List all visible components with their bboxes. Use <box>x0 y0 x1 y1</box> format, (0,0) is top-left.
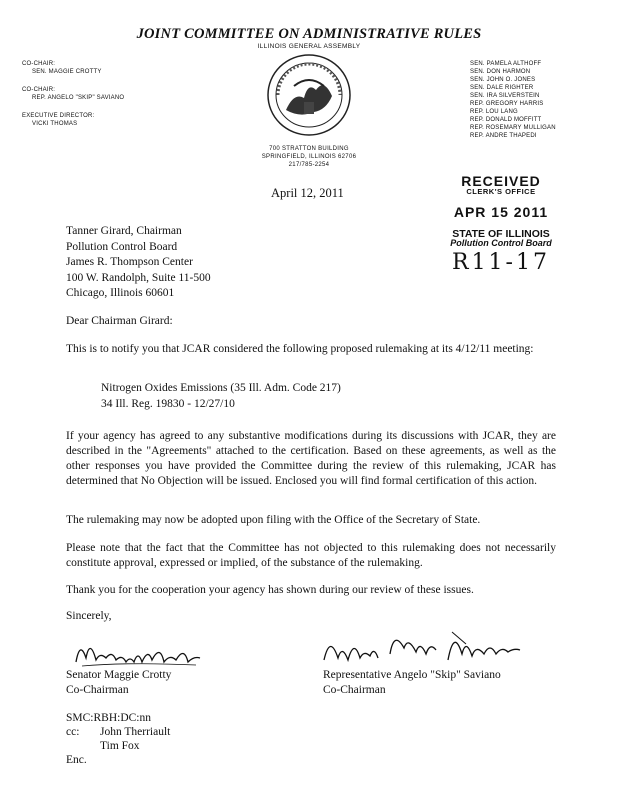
committee-address <box>0 145 618 169</box>
signature-crotty <box>68 632 208 672</box>
member-name: REP. ROSEMARY MULLIGAN <box>470 125 556 131</box>
address-line-2: SPRINGFIELD, ILLINOIS 62706 <box>261 154 357 160</box>
stamp-board: Pollution Control Board <box>450 238 552 248</box>
stamp-state: STATE OF ILLINOIS <box>452 228 550 240</box>
signer-1-block <box>66 668 171 698</box>
member-name: REP. LOU LANG <box>470 109 518 115</box>
address-line-3: 217/785-2254 <box>288 162 330 168</box>
stamp-date: APR 15 2011 <box>453 204 549 220</box>
signer-1-name: Senator Maggie Crotty <box>66 669 172 681</box>
signer-1-title: Co-Chairman <box>66 684 129 696</box>
cochair-name-1: SEN. MAGGIE CROTTY <box>32 69 102 75</box>
letter-date: April 12, 2011 <box>271 186 344 200</box>
recipient-line: Chicago, Illinois 60601 <box>66 287 175 299</box>
signature-saviano <box>316 624 526 672</box>
committee-title: JOINT COMMITTEE ON ADMINISTRATIVE RULES <box>136 26 482 42</box>
recipient-line: James R. Thompson Center <box>66 256 193 268</box>
body-paragraph-4: Please note that the fact that the Committee has not objected to this rulemaking does not necessarily constitute approval, expressed or implied, of the substance of the rulemaking. <box>66 542 556 569</box>
body-paragraph-5: Thank you for the cooperation your agency has shown during our review of these issues. <box>66 584 474 596</box>
member-name: REP. GREGORY HARRIS <box>470 101 544 107</box>
director-name: VICKI THOMAS <box>32 121 78 127</box>
body-paragraph-2: If your agency has agreed to any substantive modifications during its discussions with JCAR, they are described in the "Agreements" attached to the certification. Based on these agreements, as well as the other responses you have provided the Committee during the review of this rulemaking, JCAR has determined that No Objection will be issued. Enclosed you will find formal certification of this action. <box>66 430 556 487</box>
member-name: SEN. IRA SILVERSTEIN <box>470 93 540 99</box>
director-label: EXECUTIVE DIRECTOR: <box>22 113 95 119</box>
member-name: SEN. DON HARMON <box>470 69 531 75</box>
signer-2-block <box>323 668 501 698</box>
enclosure-note: Enc. <box>66 754 87 766</box>
cochair-label-1: CO-CHAIR: <box>22 61 56 67</box>
salutation: Dear Chairman Girard: <box>66 315 173 327</box>
recipient-address <box>66 224 211 302</box>
cc-list <box>66 725 170 753</box>
committee-subtitle: ILLINOIS GENERAL ASSEMBLY <box>257 43 361 50</box>
rule-title: Nitrogen Oxides Emissions (35 Ill. Adm. Code 217) <box>101 382 341 394</box>
recipient-line: 100 W. Randolph, Suite 11-500 <box>66 271 211 284</box>
cochair-name-2: REP. ANGELO "SKIP" SAVIANO <box>32 95 125 101</box>
cc-label: cc: <box>66 726 80 738</box>
received-stamp <box>436 173 566 275</box>
address-line-1: 700 STRATTON BUILDING <box>269 146 349 152</box>
stamp-clerk: CLERK'S OFFICE <box>466 187 536 196</box>
signer-2-name: Representative Angelo "Skip" Saviano <box>323 669 501 681</box>
rulemaking-reference <box>101 381 341 412</box>
cochair-label-2: CO-CHAIR: <box>22 87 56 93</box>
state-seal-icon <box>264 52 354 138</box>
member-name: SEN. DALE RIGHTER <box>470 85 534 91</box>
recipient-line: Pollution Control Board <box>66 240 178 253</box>
stamp-received: RECEIVED <box>461 173 541 189</box>
body-paragraph-1: This is to notify you that JCAR considered the following proposed rulemaking at its 4/12/11 meeting: <box>66 343 534 355</box>
signer-2-title: Co-Chairman <box>323 684 386 696</box>
body-paragraph-3: The rulemaking may now be adopted upon filing with the Office of the Secretary of State. <box>66 514 481 526</box>
member-name: SEN. JOHN O. JONES <box>470 77 536 83</box>
member-name: SEN. PAMELA ALTHOFF <box>470 61 542 67</box>
closing: Sincerely, <box>66 610 112 622</box>
reference-initials: SMC:RBH:DC:nn <box>66 712 151 724</box>
right-member-list <box>470 60 556 140</box>
recipient-line: Tanner Girard, Chairman <box>66 225 182 237</box>
stamp-docket: R11-17 <box>452 250 550 275</box>
left-member-list <box>22 60 124 128</box>
cc-name: Tim Fox <box>100 740 140 752</box>
member-name: REP. ANDRE THAPEDI <box>470 133 537 139</box>
rule-citation: 34 Ill. Reg. 19830 - 12/27/10 <box>101 397 235 410</box>
member-name: REP. DONALD MOFFITT <box>470 117 542 123</box>
cc-name: John Therriault <box>100 726 171 738</box>
